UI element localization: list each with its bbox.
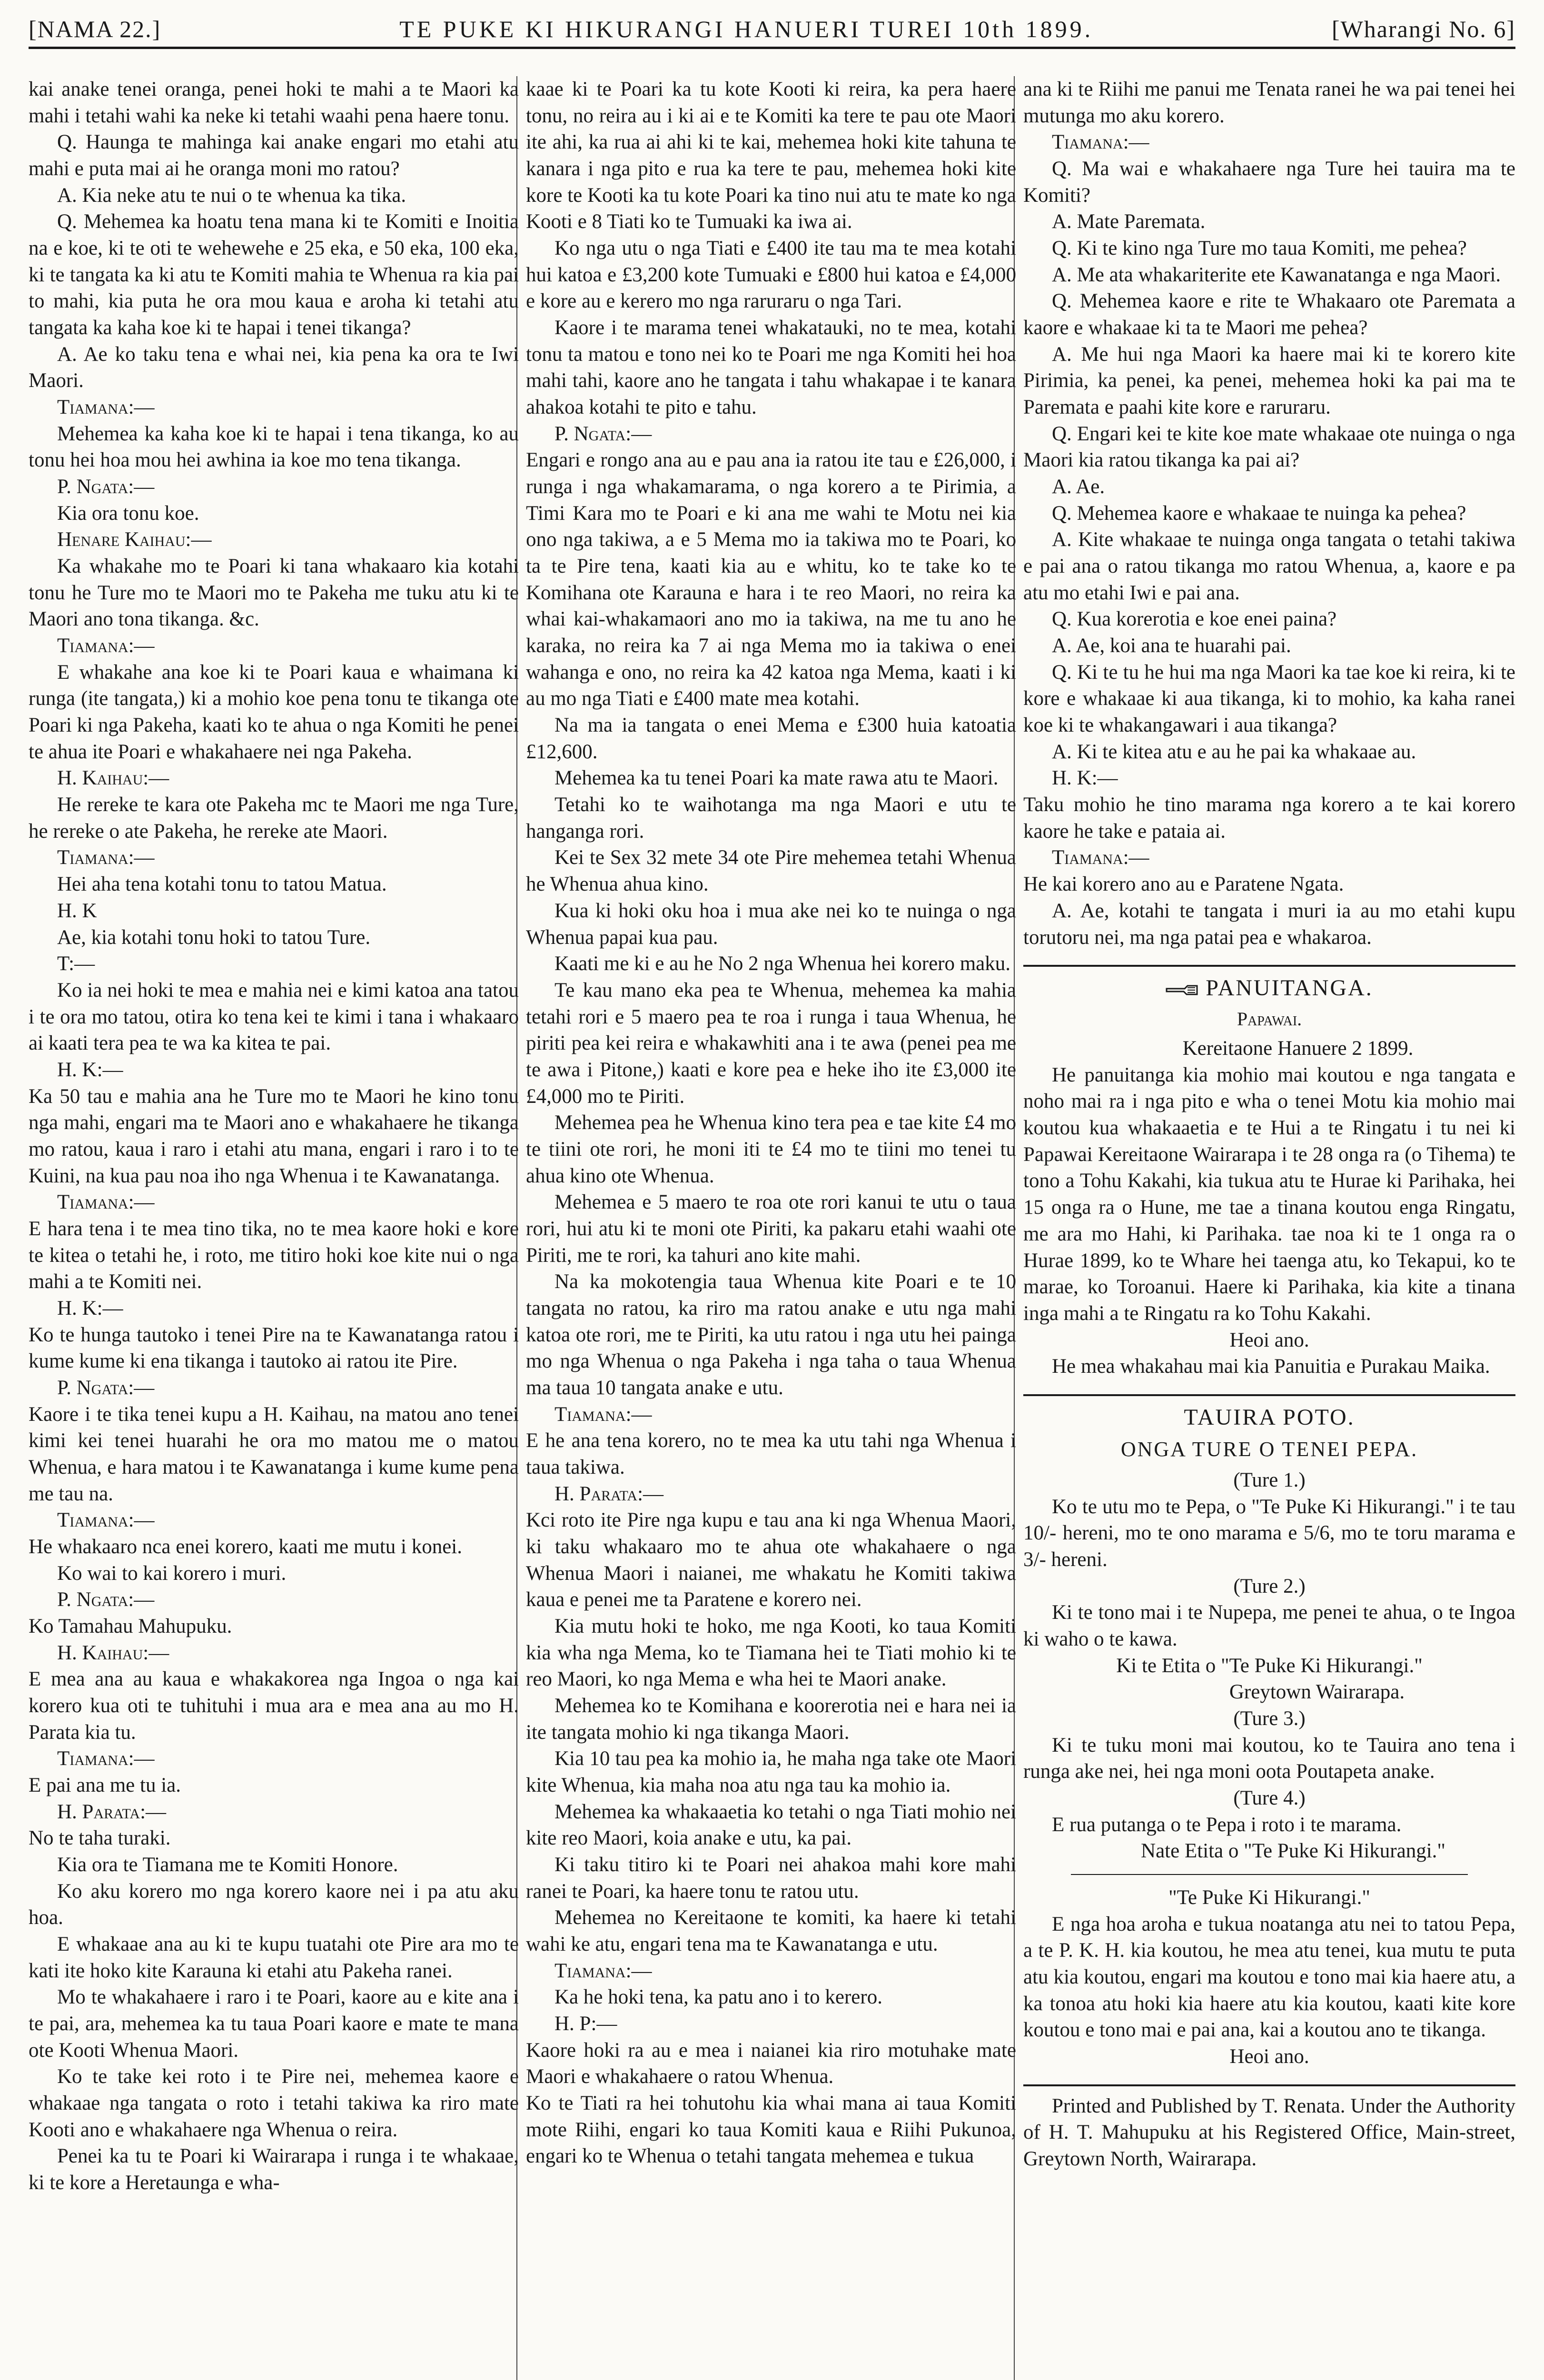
ture-3-label: (Ture 3.) [1233,1707,1306,1730]
paragraph: A. Ki te kitea atu e au he pai ka whakaae au. [1052,740,1416,763]
tauira-poto-notice [1023,1394,1515,2070]
paragraph: kaae ki te Poari ka tu kote Kooti ki reira, ka pera haere tonu, no reira au i ki ai e te Komiti ka tere te pau ote Maori ite ahi, ka rua ai ahi ki te kai, mehemea hoki kite tahuna te kanara i nga pito e rua ka tere te pau, mehemea hoki kite kore te Kooti ka tu kote Poari ka tino nui atu te mate ko nga Kooti e 8 Tiati ko te Tumuaki ka iwa ai. [526,78,1016,233]
ture-4-text: E rua putanga o te Pepa i roto i te marama. [1052,1813,1402,1836]
paragraph: Kia ora tonu koe. [57,502,199,525]
paragraph: Q. Haunga te mahinga kai anake engari mo etahi atu mahi e puta mai ai he oranga moni mo ratou? [29,131,519,180]
paragraph: Ko te Tiati ra hei tohutohu kia whai mana ai taua Komiti mote Riihi, engari ko taua Komiti kaua e Riihi Pukunoa, engari ko te Whenua o tetahi tangata mehemea e tukua [526,2092,1016,2168]
imprint: Printed and Published by T. Renata. Under the Authority of H. T. Mahupuku at his Registered Office, Main-street, Greytown North, Wairarapa. [1023,2094,1515,2171]
panuitanga-notice [1023,965,1515,1380]
quote-title: "Te Puke Ki Hikurangi." [1168,1886,1370,1909]
paragraph: Ae, kia kotahi tonu hoki to tatou Ture. [57,926,371,949]
pointing-hand-icon [1166,984,1199,996]
divider [1023,2084,1515,2086]
paragraph: Penei ka tu te Poari ki Wairarapa i runga i te whakaae, ki te kore a Heretaunga e wha- [29,2145,519,2194]
paragraph: Na ma ia tangata o enei Mema e £300 huia katoatia £12,600. [526,714,1016,763]
panuitanga-subhead: Papawai. [1237,1008,1302,1030]
paragraph: Ko aku korero mo nga korero kaore nei i pa atu aku hoa. [29,1880,519,1929]
ture-1-text: Ko te utu mo te Pepa, o "Te Puke Ki Hikurangi." i te tau 10/- hereni, mo te ono marama e 5/6, mo te toru marama e 3/- hereni. [1023,1495,1515,1571]
column-1 [29,76,519,2380]
speaker-label: Tiamana:— [554,1959,652,1982]
paragraph: Taku mohio he tino marama nga korero a te kai korero kaore he take e pataia ai. [1023,793,1515,843]
speaker-label: Tiamana:— [1052,131,1149,154]
page-number: [Wharangi No. 6] [1331,16,1515,42]
speaker-label: Tiamana:— [1052,846,1149,869]
paragraph: Mehemea ko te Komihana e koorerotia nei e hara nei ia ite tangata mohio ki nga tikanga Maori. [526,1694,1016,1744]
paragraph: Kaati me ki e au he No 2 nga Whenua hei korero maku. [554,952,1011,975]
panuitanga-heading [1023,973,1515,1003]
paragraph: No te taha turaki. [29,1827,171,1850]
paragraph: A. Me hui nga Maori ka haere mai ki te korero kite Pirimia, ka penei, ka penei, mehemea hoki ka pai ma te Paremata e paahi kite kore e raruraru. [1023,343,1515,419]
speaker-label: H. K [57,899,97,922]
speaker-label: H. K:— [57,1297,123,1319]
column-2 [526,76,1016,2380]
paragraph: Ka whakahe mo te Poari ki tana whakaaro kia kotahi tonu he Ture mo te Maori mo te Pakeha me tuku atu ki te Maori ano tona tikanga. &c. [29,555,519,631]
paragraph: Kua ki hoki oku hoa i mua ake nei ko te nuinga o nga Whenua papai kua pau. [526,899,1016,949]
speaker-label: Henare Kaihau:— [57,528,212,551]
masthead [29,10,1515,43]
paragraph: A. Mate Paremata. [1052,210,1206,233]
paragraph: A. Ae ko taku tena e whai nei, kia pena ka ora te Iwi Maori. [29,343,519,392]
paragraph: Ko te hunga tautoko i tenei Pire na te Kawanatanga ratou i kume kume ki ena tikanga i tautoko ai ratou ite Pire. [29,1323,519,1373]
paragraph: Mo te whakahaere i raro i te Poari, kaore au e kite ana i te pai, ara, mehemea ka tu taua Poari kaore e mate te mana ote Kooti Whenua Maori. [29,1986,519,2062]
quote-body: E nga hoa aroha e tukua noatanga atu nei to tatou Pepa, a te P. K. H. kia koutou, he mea atu tenei, kua mutu te puta atu kia koutou, engari ma koutou e tono mai kia haere atu, a ka tonoa atu hoki kia haere atu kia koutou, kaati kite kore koutou e tono mai e pai ana, kai a koutou ano te tikanga. [1023,1913,1515,2042]
speaker-label: H. K:— [57,1058,123,1081]
paragraph: Ko wai to kai korero i muri. [57,1562,287,1585]
column-3 [1023,76,1515,2380]
paragraph: Kia ora te Tiamana me te Komiti Honore. [57,1854,398,1876]
paragraph: Q. Mehemea kaore e rite te Whakaaro ote Paremata a kaore e whakaae ki ta te Maori me pehea? [1023,290,1515,339]
ture-4-label: (Ture 4.) [1233,1787,1306,1810]
paragraph: E whakahe ana koe ki te Poari kaua e whaimana ki runga (ite tangata,) ki a mohio koe pena tonu te tikanga ote Poari ki nga Pakeha, kaati ko te ahua o nga Komiti he penei te ahua ite Poari e whakahaere nei nga Pakeha. [29,661,519,763]
speaker-label: P. Ngata:— [57,476,155,498]
paragraph: Kaore i te tika tenei kupu a H. Kaihau, na matou ano tenei kimi kei tenei huarahi he ora mo matou me o matou Whenua, e hara matou i te Kawanatanga i kume kume pena me tau na. [29,1403,519,1505]
paragraph: Mehemea pea he Whenua kino tera pea e tae kite £4 mo te tiini ote rori, he moni iti te £4 mo te tiini mo tenei tu ahua kino ote Whenua. [526,1111,1016,1187]
paragraph: Q. Ki te kino nga Ture mo taua Komiti, me pehea? [1052,237,1467,260]
speaker-label: Tiamana:— [57,1747,155,1770]
speaker-label: H. Kaihau:— [57,767,169,790]
masthead-rule [29,47,1515,49]
paragraph: Mehemea ka whakaaetia ko tetahi o nga Tiati mohio nei kite reo Maori, koia anake e utu, ka pai. [526,1800,1016,1850]
divider [1071,1874,1468,1875]
paragraph: Te kau mano eka pea te Whenua, mehemea ka mahia tetahi rori e 5 maero pea te roa i runga i taua Whenua, he piriti pea kei reira e whakawhiti ana i te awa (penei pea me te awa i Pitone,) kaati e kore pea e heke iho ite £3,000 ite £4,000 mo te Piriti. [526,979,1016,1108]
paragraph: Ka he hoki tena, ka patu ano i to kerero. [554,1986,882,2009]
speaker-label: H. Kaihau:— [57,1641,169,1664]
paragraph: E pai ana me tu ia. [29,1774,181,1796]
speaker-label: Tiamana:— [57,846,155,869]
imprint-block [1023,2084,1515,2172]
ture-2-text: Ki te tono mai i te Nupepa, me penei te ahua, o te Ingoa ki waho o te kawa. [1023,1601,1515,1651]
paragraph: Kia mutu hoki te hoko, me nga Kooti, ko taua Komiti kia wha nga Mema, ko te Tiamana hei te Tiati mohio ki te reo Maori, ko nga Mema e wha hei te Maori anake. [526,1615,1016,1691]
paragraph: E hara tena i te mea tino tika, no te mea kaore hoki e kore te kitea o tetahi he, i roto, me titiro hoki koe kite nui o nga mahi a te Komiti nei. [29,1217,519,1293]
panuitanga-close: Heoi ano. [1229,1329,1309,1351]
speaker-label: P. Ngata:— [57,1588,155,1611]
paragraph: Mehemea ka kaha koe ki te hapai i tena tikanga, ko au tonu hei hoa mou hei awhina ia koe mo tena tikanga. [29,422,519,472]
paragraph: A. Kia neke atu te nui o te whenua ka tika. [57,184,406,207]
panuitanga-dateline: Kereitaone Hanuere 2 1899. [1182,1037,1414,1060]
paragraph: A. Kite whakaae te nuinga onga tangata o tetahi takiwa e pai ana o ratou tikanga mo ratou Whenua, a, kaore e pa atu mo etahi Iwi e pai ana. [1023,528,1515,604]
paragraph: Engari e rongo ana au e pau ana ia ratou ite tau e £26,000, i runga i nga whakamarama, o nga korero a te Pirimia, a Timi Kara mo te Poari e ki ana me wahi te Motu nei kia ono nga takiwa, a e 5 Mema mo ia takiwa mo te Poari, ko ta te Pire tena, kaati kia au e whitu, ko te take ko te Komihana ote Karauna e hara i te reo Maori, no reira ka whai kai-whakamaori ano mo ia takiwa, na me tu ano he karaka, no reira ka 7 ai nga Mema mo ia takiwa o enei wahanga e ono, no reira ka 42 katoa nga Mema, kaati i ki au mo nga Tiati e £400 mate mea kotahi. [526,449,1016,710]
ture-2-town: Greytown Wairarapa. [1229,1681,1405,1704]
paragraph: A. Ae, koi ana te huarahi pai. [1052,635,1291,657]
paragraph: E mea ana au kaua e whakakorea nga Ingoa o nga kai korero kua oti te tuhituhi i mua ara e mea ana au mo H. Parata kia tu. [29,1668,519,1744]
paragraph: Ki taku titiro ki te Poari nei ahakoa mahi kore mahi ranei te Poari, ka haere tonu te ratou utu. [526,1854,1016,1903]
speaker-label: Tiamana:— [57,396,155,419]
paragraph: ana ki te Riihi me panui me Tenata ranei he wa pai tenei hei mutunga mo aku korero. [1023,78,1515,127]
speaker-label: H. Parata:— [57,1800,167,1823]
paragraph: Kaore i te marama tenei whakatauki, no te mea, kotahi tonu ta matou e tono nei ko te Poari me nga Komiti hei hoa mahi tahi, kaore ano he tangata i tahu whakapae i te kanara ahakoa kotahi te pito e tahu. [526,317,1016,419]
tauira-subheading: ONGA TURE O TENEI PEPA. [1120,1438,1418,1461]
paragraph: Kei te Sex 32 mete 34 ote Pire mehemea tetahi Whenua he Whenua ahua kino. [526,846,1016,896]
paragraph: Q. Mehemea ka hoatu tena mana ki te Komiti e Inoitia na e koe, ki te oti te wehewehe e 25 eka, e 50 eka, 100 eka, ki te tangata ka ki atu te Komiti mahia te Whenua ra kia pai to mahi, kia puta he ora mou kaua e aroha ki tetahi atu tangata ka kaha koe ki te hapai i tenei tikanga? [29,210,519,339]
paragraph: A. Me ata whakariterite ete Kawanatanga e nga Maori. [1052,263,1501,286]
speaker-label: Tiamana:— [57,635,155,657]
tauira-heading: TAUIRA POTO. [1184,1404,1355,1430]
paragraph: E whakaae ana au ki te kupu tuatahi ote Pire ara mo te kati ite hoko kite Karauna ki etahi atu Pakeha ranei. [29,1933,519,1982]
paragraph: E he ana tena korero, no te mea ka utu tahi nga Whenua i taua takiwa. [526,1429,1016,1478]
paragraph: Ko nga utu o nga Tiati e £400 ite tau ma te mea kotahi hui katoa e £3,200 kote Tumuaki e £800 hui katoa e £4,000 e kore au e kerero mo nga raruraru o nga Tari. [526,237,1016,313]
ture-4-signature: Nate Etita o "Te Puke Ki Hikurangi." [1141,1840,1445,1863]
speaker-label: Tiamana:— [57,1191,155,1214]
paragraph: He rereke te kara ote Pakeha mc te Maori me nga Ture, he rereke o ate Pakeha, he rereke ate Maori. [29,793,519,843]
speaker-label: H. K:— [1052,767,1118,790]
speaker-label: Tiamana:— [554,1403,652,1426]
paragraph: Ko Tamahau Mahupuku. [29,1615,232,1637]
column-3-text [1023,76,1515,951]
ture-2-address: Ki te Etita o "Te Puke Ki Hikurangi." [1116,1654,1423,1677]
ture-2-label: (Ture 2.) [1233,1575,1306,1597]
paragraph: Ka 50 tau e mahia ana he Ture mo te Maori he kino tonu nga mahi, engari ma te Maori ano e whakahaere he tikanga mo ratou, kaua i raro i etahi atu mana, engari i raro i to te Kuini, na kua pau noa iho nga Whenua i te Kawanatanga. [29,1085,519,1187]
paragraph: A. Ae, kotahi te tangata i muri ia au mo etahi kupu torutoru nei, ma nga patai pea e whakaroa. [1023,899,1515,949]
paragraph: Kia 10 tau pea ka mohio ia, he maha nga take ote Maori kite Whenua, kia maha noa atu nga tau ka mohio ia. [526,1747,1016,1796]
quote-close: Heoi ano. [1229,2045,1309,2068]
paragraph: He whakaaro nca enei korero, kaati me mutu i konei. [29,1535,462,1558]
speaker-label: P. Ngata:— [554,422,652,445]
paragraph: Tetahi ko te waihotanga ma nga Maori e utu te hanganga rori. [526,793,1016,843]
paper-title: TE PUKE KI HIKURANGI HANUERI TUREI 10th 1899. [399,16,1094,42]
issue-number: [NAMA 22.] [29,16,161,42]
paragraph: kai anake tenei oranga, penei hoki te mahi a te Maori ka mahi i tetahi wahi ka neke ki tetahi waahi pena haere tonu. [29,78,519,127]
panuitanga-body: He panuitanga kia mohio mai koutou e nga tangata e noho mai ra i nga pito e wha o tenei Motu kia mohio mai koutou kua whakaaetia e te Hui a te Ringatu i tu nei ki Papawai Kereitaone Wairarapa i te 28 onga ra (o Tihema) te tono a Tohu Kakahi, kia tukua atu te Hurae ki Parihaka, hei 15 onga ra o Hune, me tae a tinana koutou enga Ringatu, me ara mo Hahi, ki Parihaka. tae noa ki te 1 onga ra o Hurae 1899, ko te Whare hei taenga atu, ko Tekapui, ko te marae, ko Toroanui. Haere ki Parihaka, kia kite a tinana inga mahi a te Ringatu ra ko Tohu Kakahi. [1023,1063,1515,1325]
speaker-label: H. P:— [554,2013,617,2035]
divider [1023,1394,1515,1396]
speaker-label: P. Ngata:— [57,1376,155,1399]
paragraph: Q. Ma wai e whakahaere nga Ture hei tauira ma te Komiti? [1023,158,1515,207]
paragraph: He kai korero ano au e Paratene Ngata. [1023,873,1344,896]
paragraph: Ko te take kei roto i te Pire nei, mehemea kaore e whakaae nga tangata o roto i tetahi takiwa ka riro mate Kooti ano e whakahaere nga Whenua o reira. [29,2065,519,2141]
paragraph: Mehemea e 5 maero te roa ote rori kanui te utu o taua rori, hui atu ki te moni ote Piriti, ka pakaru etahi waahi ote Piriti, me te rori, ka tahuri ano kite mahi. [526,1191,1016,1267]
paragraph: Na ka mokotengia taua Whenua kite Poari e te 10 tangata no ratou, ka riro ma ratou anake e utu nga mahi katoa ote rori, me te Piriti, ka utu ratou i nga utu hei painga mo nga Whenua o nga Pakeha i nga taha o taua Whenua ma taua 10 tangata anake e utu. [526,1270,1016,1399]
speaker-label: T:— [57,952,95,975]
paragraph: A. Ae. [1052,476,1105,498]
paragraph: Q. Ki te tu he hui ma nga Maori ka tae koe ki reira, ki te kore e whakaae ki aua tikanga, ki to mohio, ka kaha ranei koe ki te whakangawari i aua tikanga? [1023,661,1515,737]
paragraph: Kaore hoki ra au e mea i naianei kia riro motuhake mate Maori e whakahaere o ratou Whenua. [526,2039,1016,2088]
paragraph: Q. Mehemea kaore e whakaae te nuinga ka pehea? [1052,502,1466,525]
speaker-label: H. Parata:— [554,1482,664,1505]
panuitanga-signature: He mea whakahau mai kia Panuitia e Purakau Maika. [1052,1355,1490,1378]
paragraph: Q. Engari kei te kite koe mate whakaae ote nuinga o nga Maori kia ratou tikanga ka pai ai? [1023,422,1515,472]
ture-3-text: Ki te tuku moni mai koutou, ko te Tauira ano tena i runga ake nei, hei nga moni oota Poutapeta anake. [1023,1734,1515,1783]
panuitanga-title: PANUITANGA. [1206,975,1373,1001]
divider [1023,965,1515,967]
paragraph: Kci roto ite Pire nga kupu e tau ana ki nga Whenua Maori, ki taku whakaaro mo te ahua ote whakahaere o nga Whenua Maori i naianei, me whakatu he Komiti takiwa kaua e penei me ta Paratene e korero nei. [526,1509,1016,1611]
speaker-label: Tiamana:— [57,1509,155,1532]
paragraph: Mehemea no Kereitaone te komiti, ka haere ki tetahi wahi ke atu, engari tena ma te Kawanatanga e utu. [526,1906,1016,1956]
paragraph: Hei aha tena kotahi tonu to tatou Matua. [57,873,387,896]
paragraph: Q. Kua korerotia e koe enei paina? [1052,608,1337,631]
paragraph: Ko ia nei hoki te mea e mahia nei e kimi katoa ana tatou i te ora mo tatou, otira ko tena kei te kimi i tana i whakaaro ai kaati tera pea te wa ka kitea te pai. [29,979,519,1055]
paragraph: Mehemea ka tu tenei Poari ka mate rawa atu te Maori. [554,767,999,790]
ture-1-label: (Ture 1.) [1233,1468,1306,1491]
